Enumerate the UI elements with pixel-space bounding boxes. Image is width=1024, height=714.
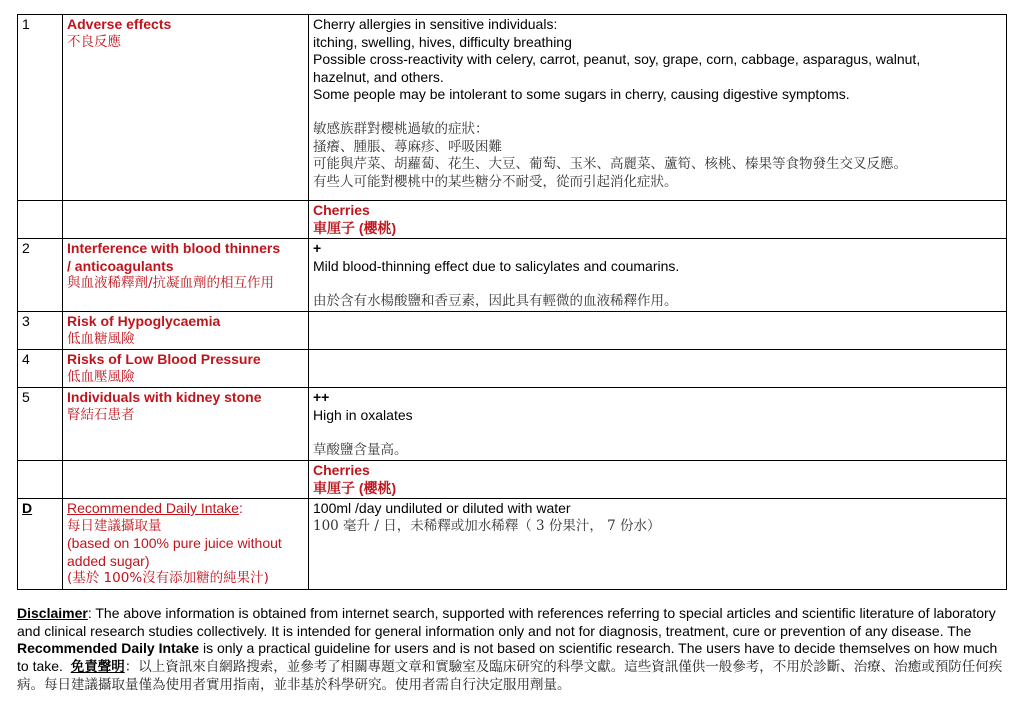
row-number: 2 xyxy=(18,239,63,312)
fruit-header-zh: 車厘子 (櫻桃) xyxy=(313,219,397,236)
disclaimer-text-zh: ：以上資訊來自網路搜索，並參考了相關專題文章和實驗室及臨床研究的科學文獻。這些資訊僅供一般參考，不用於診斷、治療、治癒或預防任何疾病。每日建議攝取量僅為使用者實用指南，並非基於科學研究。使用者需自行決定服用劑量。 xyxy=(17,658,1003,693)
fruit-header-en: Cherries xyxy=(313,462,370,478)
row-title-cell xyxy=(63,239,309,312)
table-row xyxy=(18,239,1007,312)
row-title-en: Interference with blood thinners xyxy=(67,240,281,256)
row-title-cell xyxy=(63,499,309,590)
row-number: D xyxy=(18,499,63,590)
row-number: 3 xyxy=(18,312,63,350)
row-number: 4 xyxy=(18,350,63,388)
table-row xyxy=(18,461,1007,499)
content-line: Possible cross-reactivity with celery, carrot, peanut, soy, grape, corn, cabbage, asparagus, walnut, xyxy=(313,51,921,67)
table-row xyxy=(18,350,1007,388)
table-row xyxy=(18,312,1007,350)
content-line-zh: 可能與芹菜、胡蘿蔔、花生、大豆、葡萄、玉米、高麗菜、蘆筍、核桃、榛果等食物發生交叉反應。 xyxy=(313,156,907,172)
content-line: itching, swelling, hives, difficulty breathing xyxy=(313,33,572,50)
row-note-en: (based on 100% pure juice without xyxy=(67,535,282,551)
disclaimer-label: Disclaimer xyxy=(17,605,88,621)
disclaimer-label-zh: 免責聲明 xyxy=(70,658,125,675)
row-number: 5 xyxy=(18,388,63,461)
row-title-en: Individuals with kidney stone xyxy=(67,389,262,405)
content-line: High in oxalates xyxy=(313,406,413,423)
fruit-header-en: Cherries xyxy=(313,202,370,218)
content-line: hazelnut, and others. xyxy=(313,68,444,85)
disclaimer xyxy=(17,605,1007,695)
content-line: 100ml /day undiluted or diluted with water xyxy=(313,500,571,516)
row-title-zh: 腎結石患者 xyxy=(67,406,135,423)
content-line-zh: 由於含有水楊酸鹽和香豆素，因此具有輕微的血液稀釋作用。 xyxy=(313,292,678,309)
content-line-zh: 100 毫升 / 日，未稀釋或加水稀釋（ 3 份果汁， 7 份水） xyxy=(313,517,661,534)
row-title-en: Risks of Low Blood Pressure xyxy=(67,351,261,367)
row-title-zh: 每日建議攝取量 xyxy=(67,517,162,534)
rating: + xyxy=(313,240,322,256)
table-row xyxy=(18,201,1007,239)
row-title-cell xyxy=(63,312,309,350)
fruit-header-cell xyxy=(309,201,1007,239)
content-line: Mild blood-thinning effect due to salicylates and coumarins. xyxy=(313,257,680,274)
row-title-zh: 與血液稀釋劑/抗凝血劑的相互作用 xyxy=(67,275,275,291)
content-line-zh: 敏感族群對櫻桃過敏的症狀： xyxy=(313,121,489,137)
rating: ++ xyxy=(313,389,330,405)
row-note-zh: (基於 100%沒有添加糖的純果汁) xyxy=(67,570,269,586)
row-title-en: Recommended Daily Intake xyxy=(67,500,239,516)
disclaimer-bold-phrase: Recommended Daily Intake xyxy=(17,640,200,656)
row-note-en: added sugar) xyxy=(67,552,150,569)
row-title-zh: 不良反應 xyxy=(67,33,121,50)
row-content-cell xyxy=(309,239,1007,312)
table-row xyxy=(18,499,1007,590)
row-content-cell xyxy=(309,499,1007,590)
fruit-header-zh: 車厘子 (櫻桃) xyxy=(313,479,397,496)
row-title-zh: 低血壓風險 xyxy=(67,368,135,385)
content-line: Cherry allergies in sensitive individuals: xyxy=(313,16,558,32)
row-title-en: Adverse effects xyxy=(67,16,172,32)
row-content-cell xyxy=(309,388,1007,461)
row-number: 1 xyxy=(18,15,63,201)
row-title-cell xyxy=(63,350,309,388)
content-line-zh: 搔癢、腫脹、蕁麻疹、呼吸困難 xyxy=(313,138,502,155)
table-row xyxy=(18,388,1007,461)
fruit-header-cell xyxy=(309,461,1007,499)
info-table xyxy=(17,14,1007,590)
row-title-cell xyxy=(63,15,309,201)
row-title-zh: 低血糖風險 xyxy=(67,330,135,347)
table-row xyxy=(18,15,1007,201)
row-title-en: / anticoagulants xyxy=(67,257,174,274)
row-title-cell xyxy=(63,388,309,461)
row-title-en: Risk of Hypoglycaemia xyxy=(67,313,221,329)
content-line: Some people may be intolerant to some sugars in cherry, causing digestive symptoms. xyxy=(313,86,850,102)
row-title-colon: : xyxy=(238,500,243,516)
disclaimer-text: is only a practical guideline for users and is not based on scientific research. The users have to decide themselves on how much to take. xyxy=(17,640,998,674)
content-line-zh: 草酸鹽含量高。 xyxy=(313,441,408,458)
row-content-cell xyxy=(309,15,1007,201)
content-line-zh: 有些人可能對櫻桃中的某些糖分不耐受，從而引起消化症狀。 xyxy=(313,173,678,190)
disclaimer-text: : The above information is obtained from internet search, supported with references referring to special articles and scientific literature of laboratory and clinical research studies collectively. It is intended for general information only and not for diagnosis, treatment, cure or prevention of any disease. The xyxy=(17,605,996,639)
